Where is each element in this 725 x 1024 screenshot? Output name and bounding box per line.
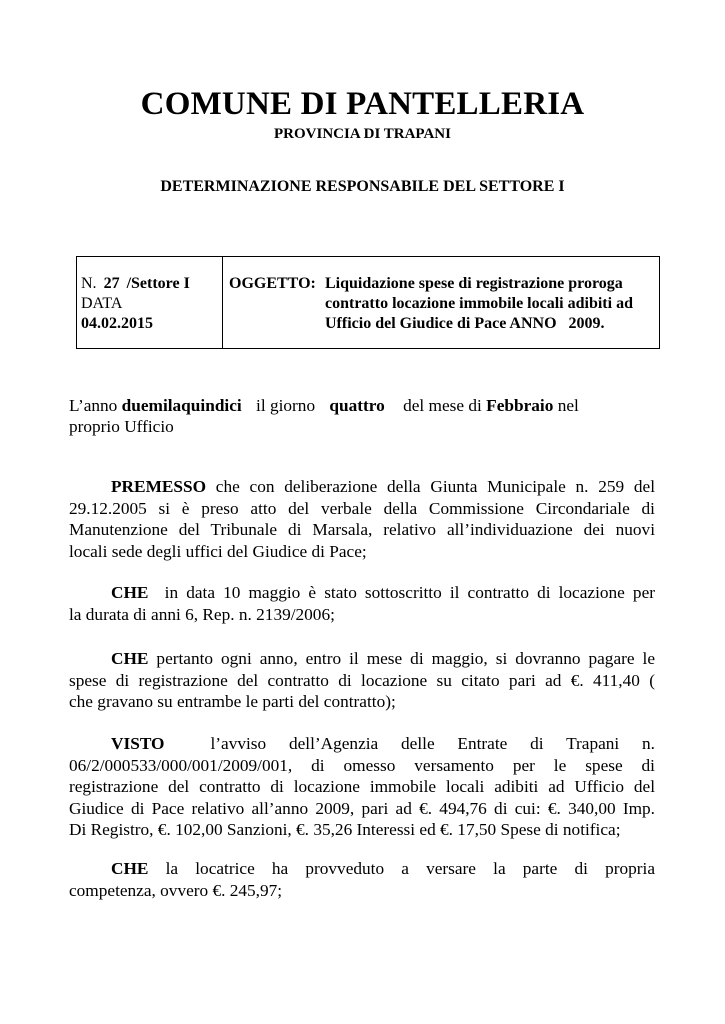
- subject-label: OGGETTO:: [229, 275, 316, 292]
- che-paragraph-3: [69, 858, 655, 901]
- determination-heading: DETERMINAZIONE RESPONSABILE DEL SETTORE I: [160, 178, 565, 195]
- che2-line-1: [69, 648, 655, 670]
- intro-text-1: L’anno: [69, 396, 118, 415]
- che1-line-2: la durata di anni 6, Rep. n. 2139/2006;: [69, 604, 335, 624]
- premesso-keyword: PREMESSO: [111, 477, 207, 496]
- intro-text-2: il giorno: [256, 396, 316, 415]
- visto-line-2: 06/2/000533/000/001/2009/001, di omesso versamento per le spese di: [69, 755, 655, 775]
- visto-keyword: VISTO: [111, 734, 165, 753]
- visto-line-4: Giudice di Pace relativo all’anno 2009, pari ad €. 494,76 di cui: €. 340,00 Imp.: [69, 798, 655, 818]
- premesso-line-2: 29.12.2005 si è preso atto del verbale della Commissione Circondariale di: [69, 498, 655, 518]
- act-sector: /Settore I: [126, 275, 190, 292]
- visto-paragraph: [69, 733, 655, 841]
- visto-text-1: l’avviso dell’Agenzia delle Entrate di Trapani n.: [210, 734, 655, 753]
- visto-line-3: registrazione del contratto di locazione immobile locali adibiti ad Ufficio del: [69, 777, 655, 796]
- subject-line-1: Liquidazione spese di registrazione proroga: [325, 275, 623, 292]
- intro-text-4: nel: [557, 396, 579, 415]
- che1-keyword: CHE: [111, 583, 149, 602]
- intro-line-1: [69, 395, 655, 417]
- intro-text-3: del mese di: [403, 396, 482, 415]
- intro-day: quattro: [329, 396, 385, 415]
- che-paragraph-1: [69, 582, 655, 625]
- visto-line-1: [69, 733, 655, 755]
- premesso-line-4: locali sede degli uffici del Giudice di Pace;: [69, 541, 367, 561]
- che3-line-2: competenza, ovvero €. 245,97;: [69, 880, 283, 900]
- act-date: 04.02.2015: [81, 315, 153, 332]
- che3-line-1: [69, 858, 655, 880]
- che2-line-2: spese di registrazione del contratto di locazione su citato pari ad €. 411,40 (: [69, 670, 655, 690]
- che2-text-1: pertanto ogni anno, entro il mese di maggio, si dovranno pagare le: [148, 649, 655, 668]
- che-paragraph-2: [69, 648, 655, 713]
- subject-line-3: Ufficio del Giudice di Pace ANNO 2009.: [325, 315, 605, 332]
- page-title: COMUNE DI PANTELLERIA: [140, 86, 585, 122]
- premesso-paragraph: [69, 476, 655, 562]
- province-subtitle: PROVINCIA DI TRAPANI: [274, 126, 451, 142]
- che2-line-3: che gravano su entrambe le parti del contratto);: [69, 692, 396, 711]
- intro-line-2: proprio Ufficio: [69, 417, 174, 436]
- che3-keyword: CHE: [111, 859, 149, 878]
- che3-text-1: la locatrice ha provveduto a versare la parte di propria: [148, 859, 655, 878]
- intro-year: duemilaquindici: [121, 396, 242, 415]
- che2-keyword: CHE: [111, 649, 149, 668]
- subject-line-2: contratto locazione immobile locali adibiti ad: [325, 295, 633, 312]
- intro-month: Febbraio: [486, 396, 554, 415]
- date-label: DATA: [81, 295, 123, 312]
- act-number-line: [81, 274, 190, 294]
- premesso-text-1: che con deliberazione della Giunta Municipale n. 259 del: [206, 477, 655, 496]
- premesso-line-3: Manutenzione del Tribunale di Marsala, relativo all’individuazione dei nuovi: [69, 520, 655, 539]
- act-number: 27: [103, 275, 120, 292]
- premesso-line-1: [69, 476, 655, 498]
- che1-text-1: in data 10 maggio è stato sottoscritto il contratto di locazione per: [148, 583, 655, 602]
- che1-line-1: [69, 582, 655, 604]
- number-label: N.: [81, 275, 97, 292]
- visto-line-5: Di Registro, €. 102,00 Sanzioni, €. 35,26 Interessi ed €. 17,50 Spese di notifica;: [69, 820, 621, 839]
